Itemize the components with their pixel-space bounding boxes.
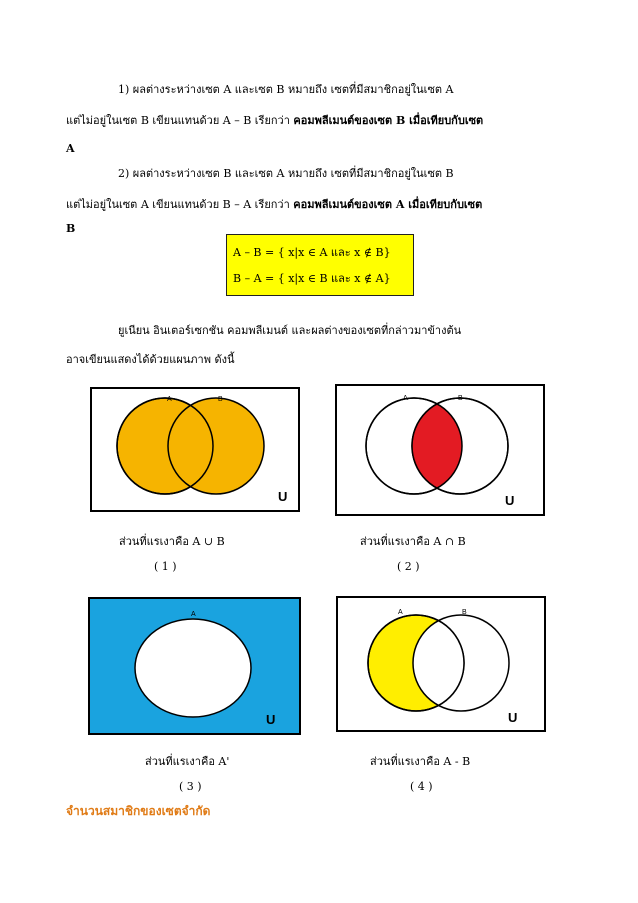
set-b-label: B: [462, 609, 467, 616]
set-b-circle: [168, 398, 264, 494]
para1-line2-bold: คอมพลีเมนต์ของเซต B เมื่อเทียบกับเซต: [293, 114, 484, 127]
caption-3: ส่วนที่แรเงาคือ A': [145, 755, 230, 768]
set-a-label: A: [191, 611, 196, 618]
set-b-label: B: [218, 396, 223, 403]
para2-line2-text: แต่ไม่อยู่ในเซต A เขียนแทนด้วย B – A เรียกว่า: [66, 198, 294, 211]
caption-4: ส่วนที่แรเงาคือ A - B: [370, 755, 471, 768]
para2-line3: B: [66, 222, 76, 235]
universe-label: U: [278, 489, 288, 504]
figure-number-4: ( 4 ): [410, 780, 433, 793]
universe-label: U: [266, 712, 276, 727]
caption-1: ส่วนที่แรเงาคือ A ∪ B: [119, 535, 225, 548]
figure-number-1: ( 1 ): [154, 560, 177, 573]
formula-b-minus-a: B – A = { x|x ∈ B และ x ∉ A}: [233, 272, 391, 285]
section-heading: จำนวนสมาชิกของเซตจำกัด: [66, 804, 211, 818]
para1-line1: 1) ผลต่างระหว่างเซต A และเซต B หมายถึง เซตที่มีสมาชิกอยู่ในเซต A: [118, 83, 454, 96]
figure-number-3: ( 3 ): [179, 780, 202, 793]
set-a-label: A: [167, 396, 172, 403]
para3-line2: อาจเขียนแสดงได้ด้วยแผนภาพ ดังนี้: [66, 353, 235, 366]
set-a-label: A: [398, 609, 403, 616]
venn-difference-diagram: [336, 596, 546, 732]
set-a-ellipse: [135, 619, 251, 717]
para2-line2-bold: คอมพลีเมนต์ของเซต A เมื่อเทียบกับเซต: [293, 198, 483, 211]
set-a-label: A: [403, 395, 408, 402]
para1-line2: [66, 111, 483, 129]
para3-line1: ยูเนียน อินเตอร์เซกชัน คอมพลีเมนต์ และผลต่างของเซตที่กล่าวมาข้างต้น: [118, 324, 462, 337]
formula-a-minus-b: A – B = { x|x ∈ A และ x ∉ B}: [233, 246, 391, 259]
caption-2: ส่วนที่แรเงาคือ A ∩ B: [360, 535, 466, 548]
para1-line3: A: [66, 142, 75, 155]
set-b-label: B: [458, 395, 463, 402]
formula-box: [226, 234, 414, 296]
figure-number-2: ( 2 ): [397, 560, 420, 573]
para2-line2: [66, 195, 482, 213]
venn-complement-diagram: [88, 597, 301, 735]
venn-intersection-diagram: [335, 384, 545, 516]
universe-label: U: [505, 493, 515, 508]
para1-line2-text: แต่ไม่อยู่ในเซต B เขียนแทนด้วย A – B เรียกว่า: [66, 114, 294, 127]
venn-union-diagram: [90, 387, 300, 512]
para2-line1: 2) ผลต่างระหว่างเซต B และเซต A หมายถึง เซตที่มีสมาชิกอยู่ในเซต B: [118, 167, 454, 180]
universe-label: U: [508, 710, 518, 725]
